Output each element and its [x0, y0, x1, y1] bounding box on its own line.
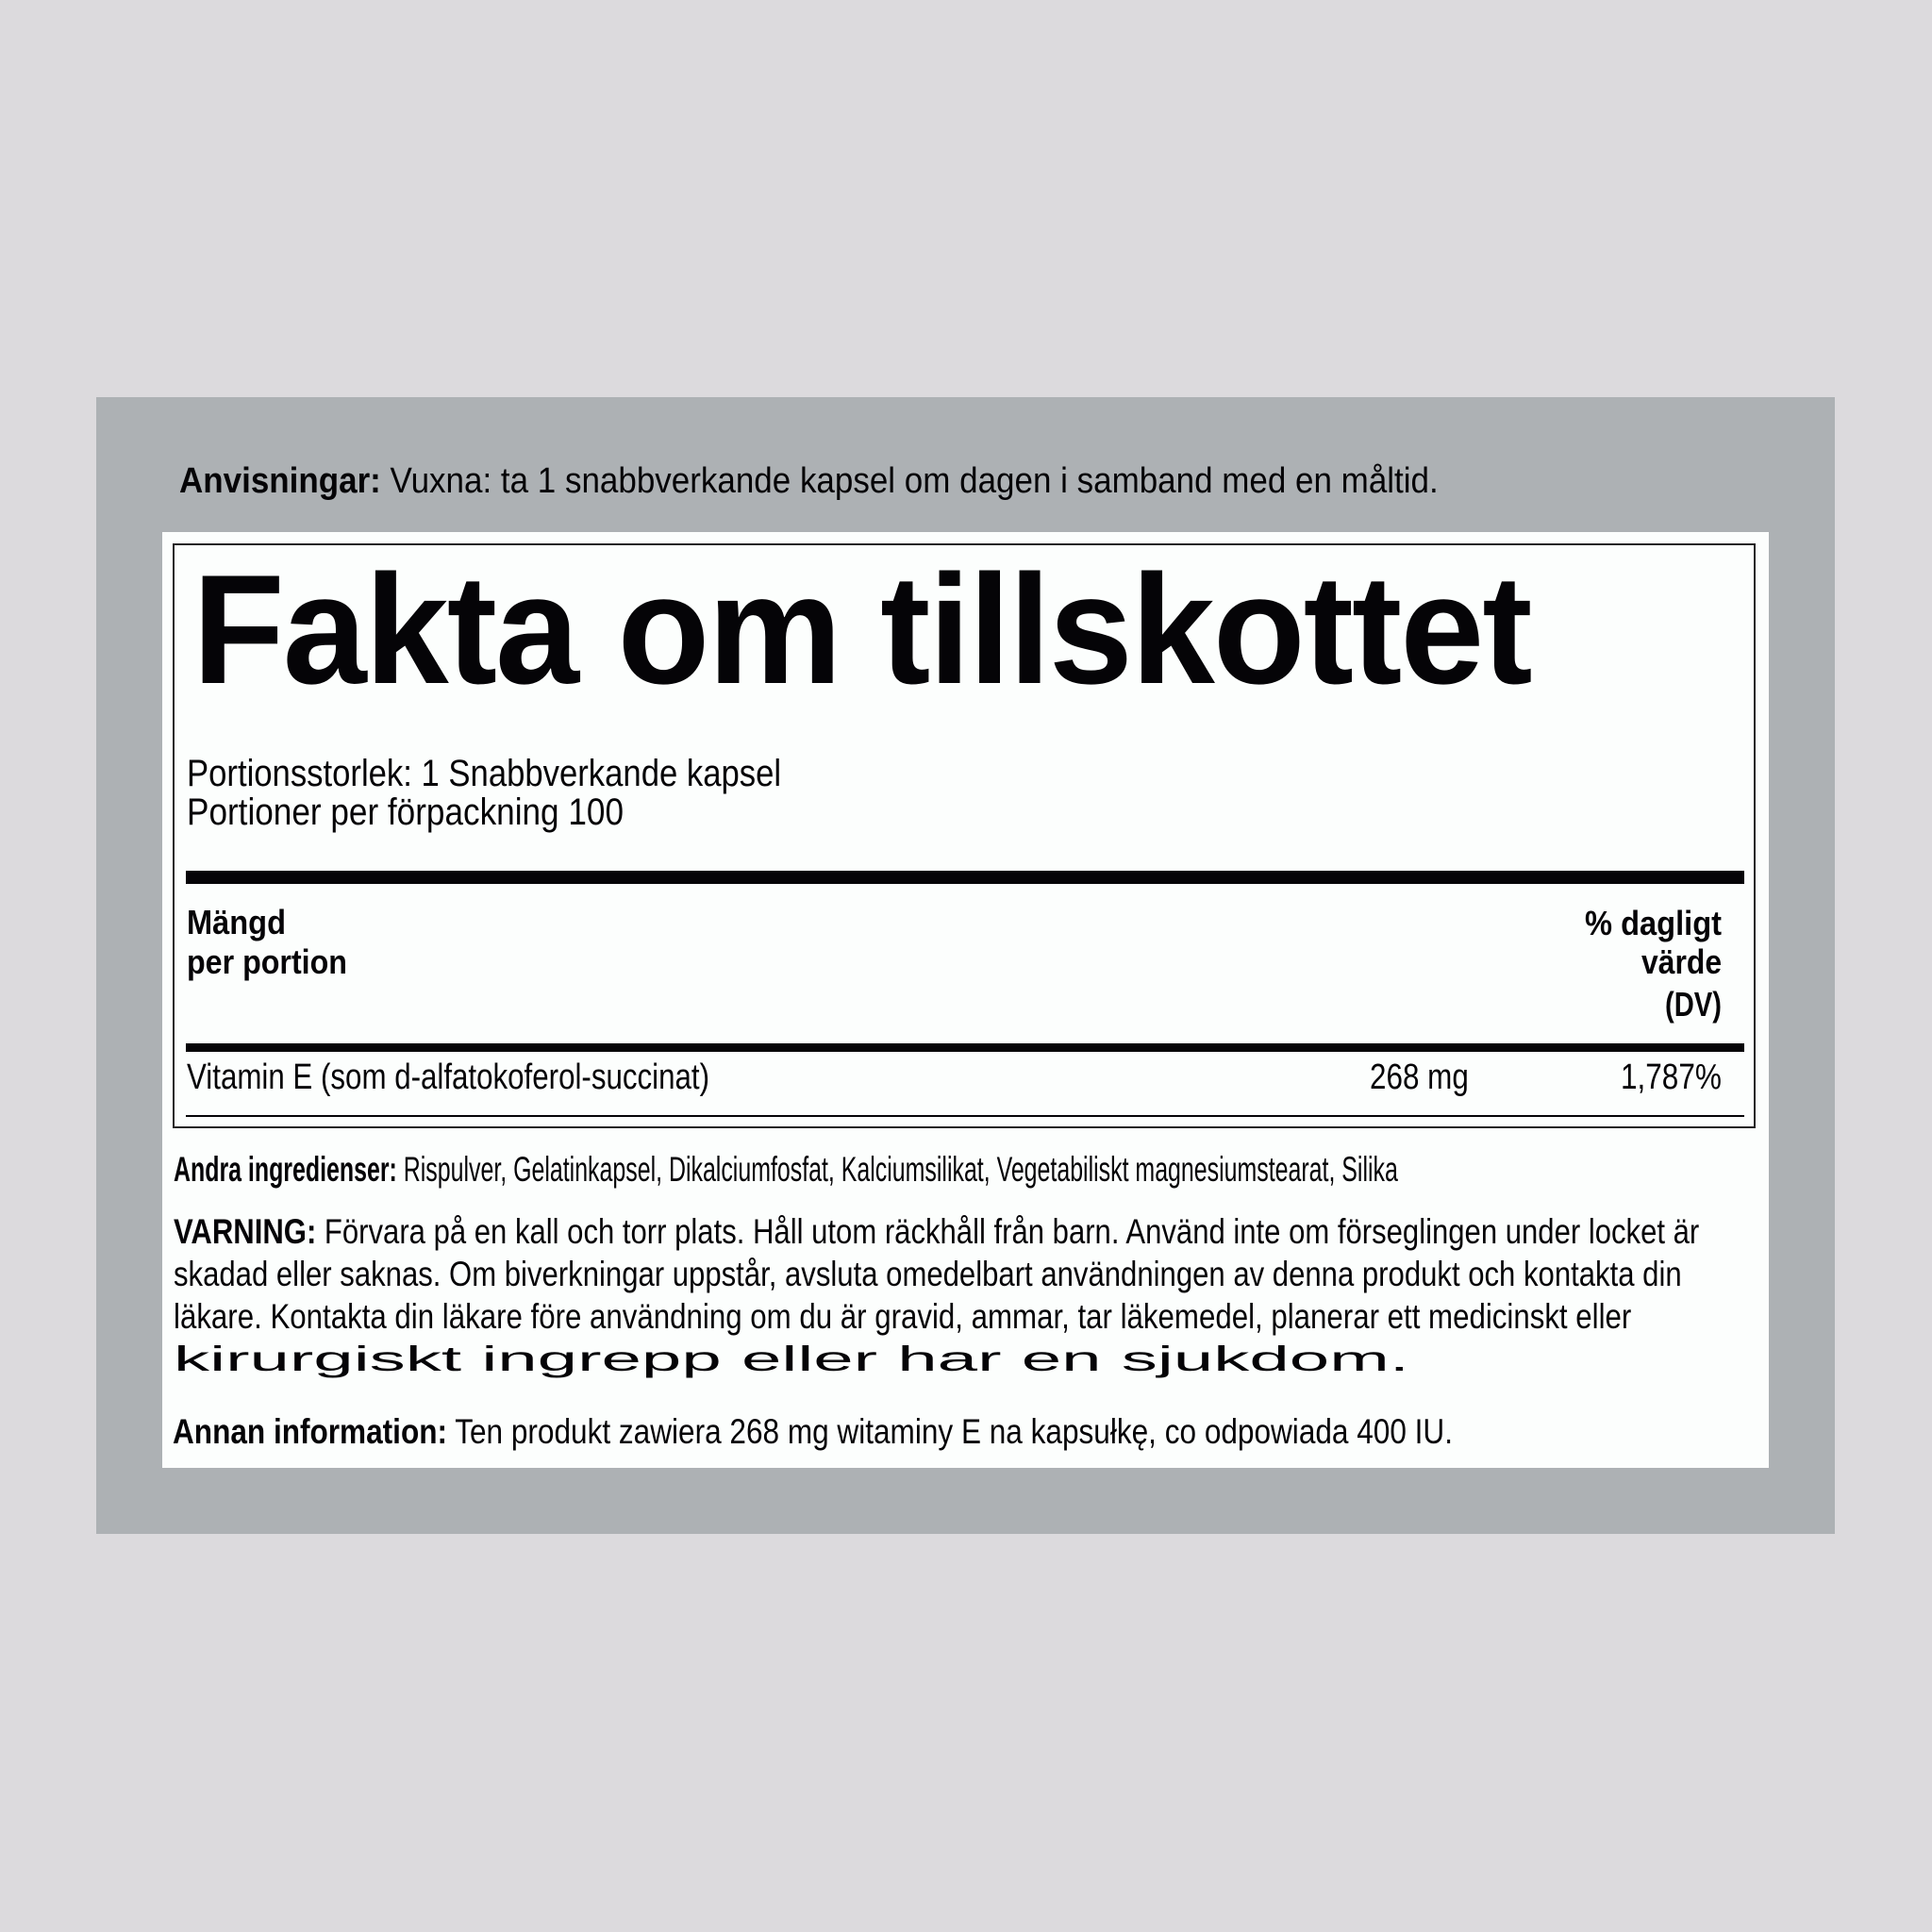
dv-header-line3: (DV) — [1665, 985, 1722, 1024]
other-ingredients — [174, 1152, 1398, 1187]
other-ingredients-text: Rispulver, Gelatinkapsel, Dikalciumfosfat, Kalciumsilikat, Vegetabiliskt magnesiumstearat, Silika — [396, 1150, 1398, 1189]
warning-line-3: läkare. Kontakta din läkare före användning om du är gravid, ammar, tar läkemedel, planerar ett medicinskt eller — [174, 1297, 1632, 1336]
nutrient-amount: 268 mg — [1370, 1058, 1469, 1097]
amount-header-line2: per portion — [187, 942, 347, 981]
warning-label: VARNING: — [174, 1212, 317, 1251]
nutrient-dv: 1,787% — [1621, 1058, 1722, 1097]
facts-title: Fakta om tillskottet — [192, 542, 1531, 716]
medium-divider — [186, 1043, 1744, 1052]
warning-text-1: Förvara på en kall och torr plats. Håll utom räckhåll från barn. Använd inte om förseglingen under locket är — [316, 1212, 1700, 1251]
serving-size: Portionsstorlek: 1 Snabbverkande kapsel — [187, 753, 782, 794]
thin-divider — [186, 1115, 1744, 1117]
dv-header-line1: % dagligt — [1585, 904, 1722, 942]
directions-text: Vuxna: ta 1 snabbverkande kapsel om dagen i samband med en måltid. — [380, 461, 1439, 501]
amount-header-line1: Mängd — [187, 903, 286, 941]
directions-label: Anvisningar: — [179, 461, 381, 501]
warning-line-2: skadad eller saknas. Om biverkningar uppstår, avsluta omedelbart användningen av denna produkt och kontakta din — [174, 1255, 1682, 1293]
warning-line-1 — [174, 1214, 1699, 1249]
servings-per-container: Portioner per förpackning 100 — [187, 791, 624, 833]
other-ingredients-label: Andra ingredienser: — [174, 1150, 397, 1189]
warning-line-4: kirurgiskt ingrepp eller har en sjukdom. — [174, 1340, 1409, 1378]
nutrient-name: Vitamin E (som d-alfatokoferol-succinat) — [187, 1058, 709, 1097]
dv-header-line2: värde — [1641, 942, 1722, 981]
other-information-label: Annan information: — [173, 1412, 448, 1451]
directions-line — [179, 463, 1439, 499]
other-information — [173, 1414, 1453, 1449]
other-information-text: Ten produkt zawiera 268 mg witaminy E na kapsułkę, co odpowiada 400 IU. — [447, 1412, 1453, 1451]
thick-divider — [186, 871, 1744, 884]
